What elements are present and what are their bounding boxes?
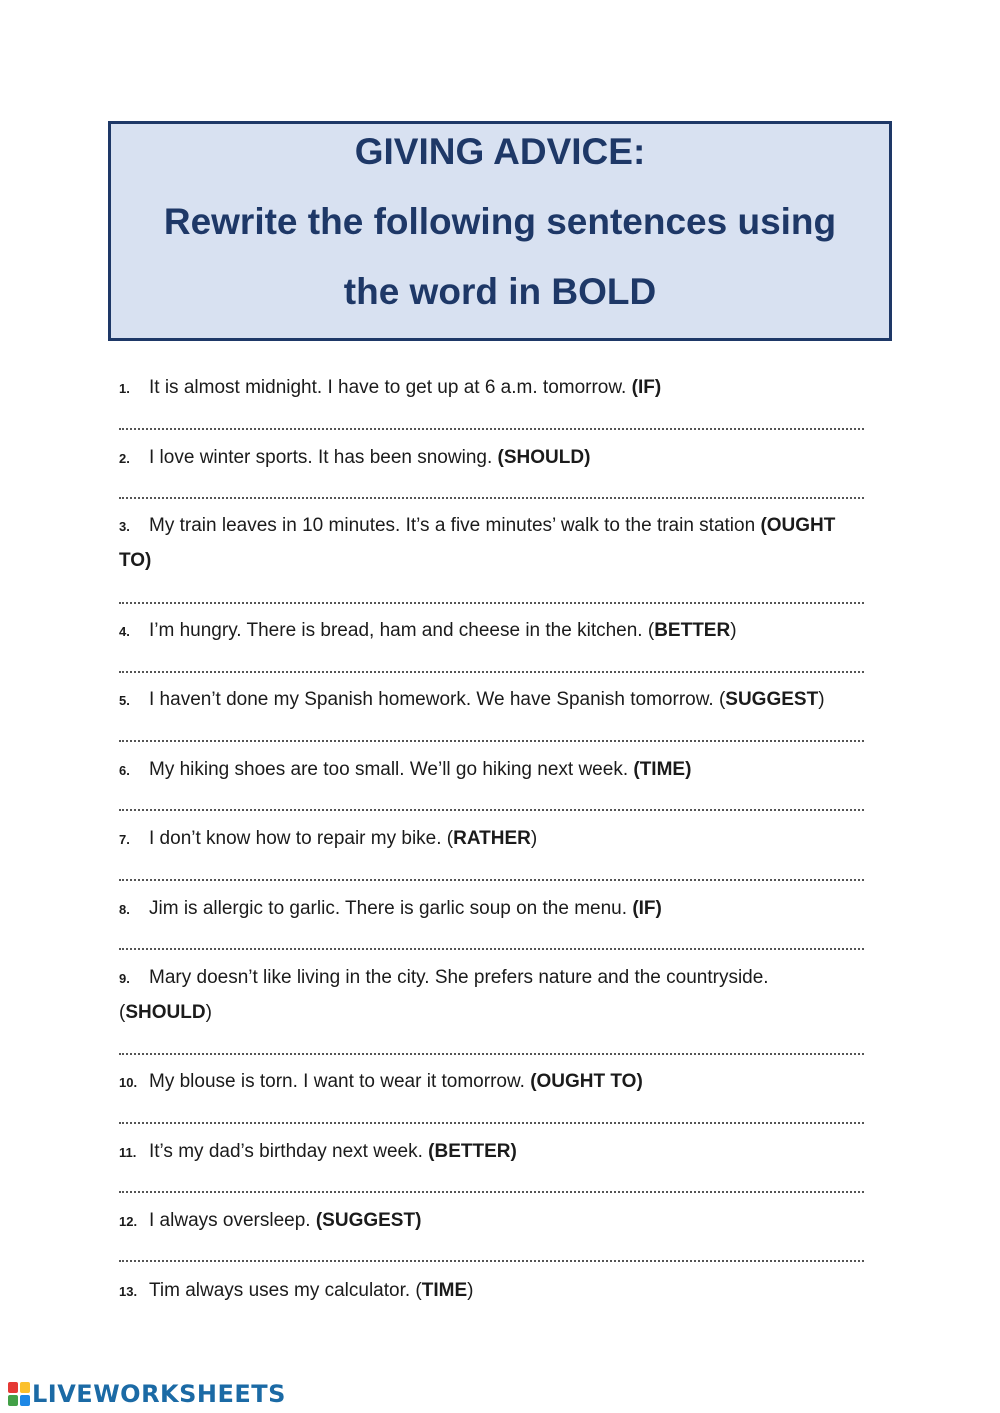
question-text: I don’t know how to repair my bike. (	[149, 828, 454, 849]
question-tail: )	[530, 828, 538, 849]
question-number: 13.	[119, 1284, 138, 1299]
answer-line-1[interactable]	[119, 418, 864, 430]
question-open-paren: (	[119, 1002, 126, 1023]
page-title: GIVING ADVICE:	[354, 131, 646, 172]
question-10	[119, 1070, 889, 1094]
question-text: I haven’t done my Spanish homework. We have Spanish tomorrow. (	[149, 689, 726, 710]
question-text: My train leaves in 10 minutes. It’s a five minutes’ walk to the train station	[149, 515, 756, 536]
question-keyword: (SUGGEST)	[315, 1210, 422, 1231]
question-number: 8.	[119, 902, 130, 917]
answer-line-5[interactable]	[119, 730, 864, 742]
question-number: 11.	[119, 1145, 137, 1160]
answer-line-4[interactable]	[119, 661, 864, 673]
question-9	[119, 966, 889, 1025]
question-text: Tim always uses my calculator. (	[149, 1280, 422, 1301]
title-box	[108, 121, 892, 341]
question-text: I’m hungry. There is bread, ham and cheese in the kitchen. (	[149, 620, 655, 641]
question-keyword: (OUGHT	[760, 515, 836, 536]
question-number: 10.	[119, 1075, 138, 1090]
answer-line-7[interactable]	[119, 869, 864, 881]
instruction-line-1: Rewrite the following sentences using	[163, 201, 837, 242]
question-text: I love winter sports. It has been snowing.	[149, 447, 493, 468]
question-11	[119, 1140, 889, 1164]
question-keyword: (SHOULD)	[497, 447, 591, 468]
question-keyword: BETTER	[654, 620, 731, 641]
question-text: Jim is allergic to garlic. There is garlic soup on the menu.	[149, 898, 628, 919]
liveworksheets-logo-icon	[8, 1382, 30, 1406]
question-tail: )	[730, 620, 737, 641]
question-8	[119, 897, 889, 921]
answer-line-9[interactable]	[119, 1043, 864, 1055]
question-number: 5.	[119, 693, 130, 708]
question-13	[119, 1279, 889, 1303]
question-3	[119, 514, 889, 573]
question-text: It’s my dad’s birthday next week.	[149, 1141, 423, 1162]
question-text: My blouse is torn. I want to wear it tomorrow.	[149, 1071, 525, 1092]
question-text: It is almost midnight. I have to get up at 6 a.m. tomorrow.	[149, 377, 627, 398]
question-text: My hiking shoes are too small. We’ll go hiking next week.	[149, 759, 629, 780]
question-number: 7.	[119, 832, 130, 847]
question-keyword: (TIME)	[633, 759, 692, 780]
answer-line-6[interactable]	[119, 799, 864, 811]
question-1	[119, 376, 889, 400]
question-7	[119, 827, 889, 851]
brand-name[interactable]: LIVEWORKSHEETS	[32, 1380, 286, 1408]
question-keyword: SUGGEST	[725, 689, 819, 710]
question-number: 2.	[119, 451, 130, 466]
question-number: 1.	[119, 381, 130, 396]
instruction-line-2: the word in BOLD	[343, 271, 657, 312]
question-close-paren: )	[205, 1002, 212, 1023]
question-text: I always oversleep.	[149, 1210, 311, 1231]
question-keyword: (IF)	[632, 898, 662, 919]
question-number: 6.	[119, 763, 130, 778]
question-number: 12.	[119, 1214, 138, 1229]
question-tail: )	[467, 1280, 474, 1301]
question-12	[119, 1209, 889, 1233]
question-number: 3.	[119, 519, 130, 534]
question-keyword: RATHER	[453, 828, 531, 849]
question-4	[119, 619, 889, 643]
question-keyword: (OUGHT TO)	[530, 1071, 643, 1092]
question-keyword-continuation: TO)	[119, 550, 152, 571]
answer-line-12[interactable]	[119, 1250, 864, 1262]
question-2	[119, 446, 889, 470]
question-number: 4.	[119, 624, 130, 639]
question-6	[119, 758, 889, 782]
question-5	[119, 688, 889, 712]
question-tail: )	[818, 689, 825, 710]
answer-line-10[interactable]	[119, 1112, 864, 1124]
answer-line-3[interactable]	[119, 592, 864, 604]
question-text: Mary doesn’t like living in the city. She prefers nature and the countryside.	[149, 967, 769, 988]
footer	[8, 1380, 286, 1408]
answer-line-8[interactable]	[119, 938, 864, 950]
answer-line-11[interactable]	[119, 1181, 864, 1193]
question-keyword: TIME	[421, 1280, 468, 1301]
question-number: 9.	[119, 971, 130, 986]
question-keyword: (BETTER)	[428, 1141, 517, 1162]
question-keyword: SHOULD	[125, 1002, 206, 1023]
question-keyword: (IF)	[631, 377, 662, 398]
answer-line-2[interactable]	[119, 487, 864, 499]
